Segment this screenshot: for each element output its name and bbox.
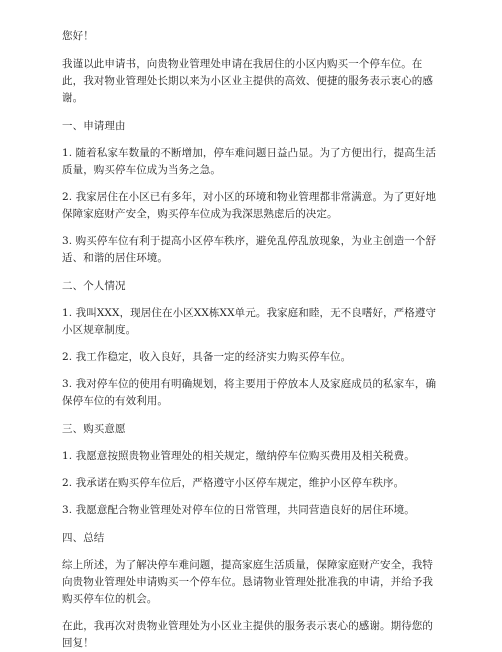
reason-item-2: 2. 我家居住在小区已有多年，对小区的环境和物业管理都非常满意。为了更好地保障家庭财产安全，购买停车位成为我深思熟虑后的决定。	[62, 191, 437, 220]
intro-paragraph: 我谨以此申请书，向贵物业管理处申请在我居住的小区内购买一个停车位。在此，我对物业管理处长期以来为小区业主提供的高效、便捷的服务表示衷心的感谢。	[62, 58, 433, 104]
closing-paragraph: 在此，我再次对贵物业管理处为小区业主提供的服务表示衷心的感谢。期待您的回复！	[62, 620, 433, 649]
summary-paragraph: 综上所述，为了解决停车难问题，提高家庭生活质量，保障家庭财产安全，我特向贵物业管理处申请购买一个停车位。恳请物业管理处批准我的申请，并给予我购买停车位的机会。	[62, 559, 433, 605]
letter-body	[62, 28, 440, 652]
intent-item-2: 2. 我承诺在购买停车位后，严格遵守小区停车规定，维护小区停车秩序。	[62, 477, 405, 489]
greeting: 您好！	[62, 30, 94, 42]
personal-item-2: 2. 我工作稳定，收入良好，具备一定的经济实力购买停车位。	[62, 351, 352, 363]
personal-item-1: 1. 我叫XXX，现居住在小区XX栋XX单元。我家庭和睦，无不良嗜好，严格遵守小区规章制度。	[62, 307, 437, 336]
reason-item-1: 1. 随着私家车数量的不断增加，停车难问题日益凸显。为了方便出行，提高生活质量，购买停车位成为当务之急。	[62, 147, 437, 176]
section-heading-intent: 三、购买意愿	[62, 423, 126, 435]
section-heading-summary: 四、总结	[62, 532, 105, 544]
personal-item-3: 3. 我对停车位的使用有明确规划，将主要用于停放本人及家庭成员的私家车，确保停车位的有效利用。	[62, 378, 437, 407]
reason-item-3: 3. 购买停车位有利于提高小区停车秩序，避免乱停乱放现象，为业主创造一个舒适、和谐的居住环境。	[62, 235, 437, 264]
intent-item-3: 3. 我愿意配合物业管理处对停车位的日常管理，共同营造良好的居住环境。	[62, 504, 415, 516]
section-heading-reasons: 一、申请理由	[62, 120, 126, 132]
section-heading-personal: 二、个人情况	[62, 280, 126, 292]
intent-item-1: 1. 我愿意按照贵物业管理处的相关规定，缴纳停车位购买费用及相关税费。	[62, 450, 415, 462]
